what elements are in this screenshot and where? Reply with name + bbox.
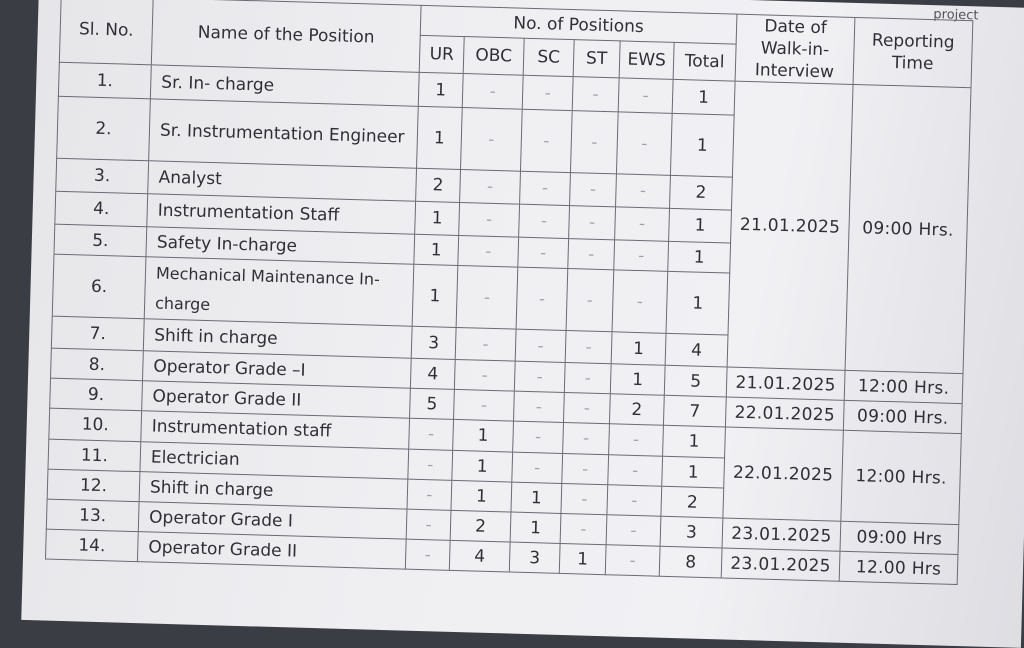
walk-in-date: 23.01.2025 (722, 518, 841, 551)
cell-total: 1 (666, 271, 730, 335)
walk-in-date: 21.01.2025 (726, 367, 845, 400)
cell-st: - (562, 453, 609, 484)
row-number: 7. (51, 316, 144, 351)
cell-sc: - (512, 452, 563, 483)
cell-sc: - (513, 421, 564, 453)
cell-total: 7 (663, 395, 726, 427)
cell-ews: - (609, 424, 664, 456)
cell-sc: - (516, 267, 568, 330)
cell-st: - (565, 331, 612, 364)
row-number: 9. (50, 378, 143, 411)
cell-ur: - (409, 418, 454, 450)
cell-st: - (570, 173, 617, 207)
cell-ur: 2 (416, 168, 461, 202)
cell-ews: - (612, 270, 668, 333)
cell-obc: - (459, 202, 520, 237)
cell-obc: - (458, 235, 519, 267)
row-number: 8. (51, 348, 144, 381)
cell-ur: 1 (412, 264, 458, 327)
cell-ur: 1 (415, 201, 460, 235)
cell-obc: 2 (450, 510, 511, 542)
document-page (21, 0, 1024, 648)
cell-st: - (572, 77, 619, 112)
reporting-time: 09:00 Hrs (840, 521, 959, 554)
cell-ur: 5 (410, 388, 455, 419)
cell-st: - (564, 363, 611, 394)
header-sl-no: Sl. No. (59, 0, 153, 65)
position-name: Operator Grade II (137, 532, 406, 569)
position-name: Electrician (140, 442, 409, 479)
position-name: Mechanical Maintenance In-charge (144, 257, 414, 326)
position-name: Operator Grade –I (142, 351, 411, 388)
cell-ews: - (605, 545, 660, 576)
position-name: Sr. In- charge (150, 65, 419, 106)
cell-obc: 1 (453, 419, 514, 452)
cell-total: 1 (670, 113, 734, 177)
cell-total: 2 (670, 175, 733, 210)
header-ur: UR (419, 36, 464, 74)
reporting-time: 12:00 Hrs. (844, 370, 963, 403)
row-number: 3. (56, 158, 149, 194)
cell-obc: - (456, 265, 518, 329)
walk-in-date: 21.01.2025 (727, 81, 853, 370)
cell-total: 4 (665, 333, 728, 367)
cell-st: - (570, 111, 618, 174)
cell-st: - (568, 239, 615, 270)
cell-obc: - (454, 389, 515, 421)
cell-ur: 1 (414, 234, 459, 265)
cell-sc: - (520, 171, 571, 205)
cell-ews: - (614, 240, 669, 271)
header-position-name: Name of the Position (151, 0, 421, 72)
cell-sc: - (514, 391, 565, 422)
walk-in-date: 22.01.2025 (725, 397, 844, 430)
cell-obc: - (460, 170, 521, 205)
cut-off-text: project (933, 7, 979, 24)
cell-sc: - (519, 204, 570, 238)
cell-total: 8 (659, 546, 722, 578)
header-total: Total (673, 43, 736, 81)
row-number: 1. (58, 62, 151, 99)
cell-total: 1 (672, 79, 735, 115)
reporting-time: 12.00 Hrs (839, 551, 958, 584)
cell-ur: 3 (411, 326, 456, 359)
header-no-of-positions: No. of Positions (420, 5, 737, 44)
cell-sc: - (518, 237, 569, 268)
cell-total: 2 (661, 486, 724, 518)
row-number: 2. (57, 96, 151, 161)
cell-ur: - (406, 509, 451, 540)
position-name: Sr. Instrumentation Engineer (149, 99, 419, 168)
cell-st: - (563, 422, 610, 454)
cell-ur: - (407, 479, 452, 510)
cell-ur: - (405, 539, 450, 570)
cell-total: 3 (660, 516, 723, 548)
cell-ur: 1 (417, 106, 463, 169)
cell-ews: - (615, 207, 670, 241)
position-name: Shift in charge (143, 319, 412, 358)
header-reporting-time: Reporting Time (853, 17, 973, 87)
cell-ur: - (408, 449, 453, 480)
cell-st: - (569, 206, 616, 240)
cell-ews: 1 (611, 332, 666, 365)
reporting-time: 09:00 Hrs. (843, 400, 962, 433)
cell-total: 1 (669, 208, 732, 243)
position-name: Instrumentation Staff (147, 194, 416, 234)
cell-ews: 1 (610, 364, 665, 395)
row-number: 5. (54, 224, 147, 257)
row-number: 14. (45, 529, 138, 562)
cell-sc: 1 (511, 482, 562, 513)
cell-ews: - (608, 455, 663, 486)
cell-ews: - (616, 174, 671, 208)
position-name: Instrumentation staff (141, 411, 410, 449)
header-walk-in-date: Date of Walk-in-Interview (735, 14, 855, 84)
cell-sc: - (514, 361, 565, 392)
cell-st: - (561, 483, 608, 514)
row-number: 10. (49, 408, 142, 442)
reporting-time: 12:00 Hrs. (841, 430, 961, 524)
vacancy-table (45, 0, 973, 585)
cell-sc: - (520, 109, 572, 172)
cell-st: - (560, 513, 607, 544)
cell-st: 1 (559, 543, 606, 574)
cell-obc: - (461, 108, 523, 172)
position-name: Safety In-charge (146, 227, 415, 264)
header-obc: OBC (463, 37, 524, 75)
cell-sc: 1 (510, 512, 561, 543)
cell-st: - (566, 269, 614, 332)
walk-in-date: 22.01.2025 (723, 427, 843, 521)
cell-total: 1 (668, 241, 731, 273)
header-st: ST (573, 40, 620, 78)
cell-obc: - (462, 74, 523, 110)
cell-ews: - (616, 112, 672, 175)
cell-ews: - (606, 515, 661, 546)
cell-obc: - (455, 327, 516, 361)
position-name: Operator Grade I (138, 502, 407, 539)
cell-ur: 1 (418, 72, 463, 107)
cell-obc: - (454, 359, 515, 391)
cell-ur: 4 (410, 358, 455, 389)
position-name: Analyst (148, 161, 417, 201)
row-number: 13. (46, 499, 139, 532)
cell-sc: 3 (509, 542, 560, 573)
row-number: 6. (52, 254, 146, 319)
cell-obc: 1 (451, 480, 512, 512)
cell-total: 1 (663, 425, 726, 458)
cell-ews: - (618, 78, 673, 113)
cell-sc: - (515, 329, 566, 362)
cell-obc: 1 (452, 450, 513, 482)
cell-st: - (563, 392, 610, 423)
reporting-time: 09:00 Hrs. (845, 84, 971, 373)
cell-total: 1 (662, 456, 725, 488)
cell-ews: 2 (609, 394, 664, 425)
cell-total: 5 (664, 365, 727, 397)
position-name: Shift in charge (139, 472, 408, 509)
row-number: 12. (47, 469, 140, 502)
walk-in-date: 23.01.2025 (721, 548, 840, 581)
row-number: 11. (48, 439, 141, 472)
header-ews: EWS (619, 41, 674, 79)
cell-obc: 4 (449, 540, 510, 572)
position-name: Operator Grade II (142, 381, 411, 418)
row-number: 4. (55, 191, 148, 227)
cell-ews: - (607, 485, 662, 516)
header-sc: SC (523, 39, 574, 77)
cell-sc: - (522, 75, 573, 110)
